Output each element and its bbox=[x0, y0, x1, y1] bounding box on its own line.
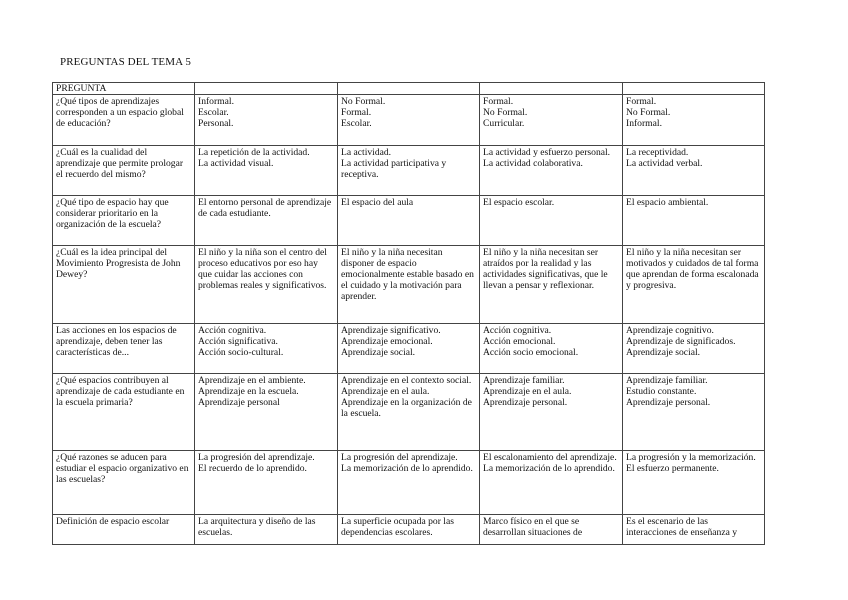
question-cell: ¿Qué tipo de espacio hay que considerar prioritario en la organización de la escuela? bbox=[53, 196, 195, 246]
answer-cell: Aprendizaje en el contexto social. Aprendizaje en el aula. Aprendizaje en la organización de la escuela. bbox=[338, 374, 480, 451]
header-cell bbox=[195, 83, 338, 95]
answer-cell: El espacio del aula bbox=[338, 196, 480, 246]
answer-cell: La actividad y esfuerzo personal. La actividad colaborativa. bbox=[480, 146, 623, 196]
header-cell bbox=[338, 83, 480, 95]
answer-cell: Aprendizaje familiar. Estudio constante. Aprendizaje personal. bbox=[623, 374, 765, 451]
answer-cell: No Formal. Formal. Escolar. bbox=[338, 95, 480, 146]
answer-cell: El entorno personal de aprendizaje de cada estudiante. bbox=[195, 196, 338, 246]
table-row bbox=[53, 196, 765, 246]
question-cell: Las acciones en los espacios de aprendizaje, deben tener las características de... bbox=[53, 324, 195, 374]
answer-cell: El niño y la niña necesitan ser atraídos por la realidad y las actividades significativas, que le llevan a pensar y reflexionar. bbox=[480, 246, 623, 324]
answer-cell: Aprendizaje significativo. Aprendizaje emocional. Aprendizaje social. bbox=[338, 324, 480, 374]
answer-cell: La repetición de la actividad. La actividad visual. bbox=[195, 146, 338, 196]
document-title: PREGUNTAS DEL TEMA 5 bbox=[60, 56, 191, 68]
answer-cell: La actividad. La actividad participativa y receptiva. bbox=[338, 146, 480, 196]
header-cell bbox=[623, 83, 765, 95]
table-row bbox=[53, 246, 765, 324]
questions-table bbox=[52, 82, 765, 545]
answer-cell: La arquitectura y diseño de las escuelas. bbox=[195, 515, 338, 545]
question-cell: ¿Cuál es la cualidad del aprendizaje que permite prologar el recuerdo del mismo? bbox=[53, 146, 195, 196]
answer-cell: Es el escenario de las interacciones de enseñanza y bbox=[623, 515, 765, 545]
answer-cell: La progresión del aprendizaje. El recuerdo de lo aprendido. bbox=[195, 451, 338, 515]
table-row bbox=[53, 324, 765, 374]
answer-cell: Marco físico en el que se desarrollan situaciones de bbox=[480, 515, 623, 545]
answer-cell: Acción cognitiva. Acción emocional. Acción socio emocional. bbox=[480, 324, 623, 374]
table-header-row bbox=[53, 83, 765, 95]
answer-cell: Acción cognitiva. Acción significativa. Acción socio-cultural. bbox=[195, 324, 338, 374]
answer-cell: El niño y la niña necesitan ser motivados y cuidados de tal forma que aprendan de forma escalonada y progresiva. bbox=[623, 246, 765, 324]
answer-cell: El espacio ambiental. bbox=[623, 196, 765, 246]
answer-cell: La superficie ocupada por las dependencias escolares. bbox=[338, 515, 480, 545]
answer-cell: El escalonamiento del aprendizaje. La memorización de lo aprendido. bbox=[480, 451, 623, 515]
answer-cell: Aprendizaje en el ambiente. Aprendizaje en la escuela. Aprendizaje personal bbox=[195, 374, 338, 451]
answer-cell: Informal. Escolar. Personal. bbox=[195, 95, 338, 146]
answer-cell: La receptividad. La actividad verbal. bbox=[623, 146, 765, 196]
answer-cell: El espacio escolar. bbox=[480, 196, 623, 246]
question-cell: Definición de espacio escolar bbox=[53, 515, 195, 545]
header-cell-pregunta: PREGUNTA bbox=[53, 83, 195, 95]
answer-cell: La progresión del aprendizaje. La memorización de lo aprendido. bbox=[338, 451, 480, 515]
answer-cell: Formal. No Formal. Curricular. bbox=[480, 95, 623, 146]
table-row bbox=[53, 515, 765, 545]
answer-cell: Aprendizaje familiar. Aprendizaje en el aula. Aprendizaje personal. bbox=[480, 374, 623, 451]
table-row bbox=[53, 451, 765, 515]
question-cell: ¿Qué espacios contribuyen al aprendizaje de cada estudiante en la escuela primaria? bbox=[53, 374, 195, 451]
answer-cell: La progresión y la memorización. El esfuerzo permanente. bbox=[623, 451, 765, 515]
answer-cell: El niño y la niña necesitan disponer de espacio emocionalmente estable basado en el cuidado y la motivación para aprender. bbox=[338, 246, 480, 324]
answer-cell: Aprendizaje cognitivo. Aprendizaje de significados. Aprendizaje social. bbox=[623, 324, 765, 374]
answer-cell: El niño y la niña son el centro del proceso educativos por eso hay que cuidar las acciones con problemas reales y significativos. bbox=[195, 246, 338, 324]
header-cell bbox=[480, 83, 623, 95]
table-row bbox=[53, 146, 765, 196]
table-row bbox=[53, 374, 765, 451]
question-cell: ¿Cuál es la idea principal del Movimiento Progresista de John Dewey? bbox=[53, 246, 195, 324]
answer-cell: Formal. No Formal. Informal. bbox=[623, 95, 765, 146]
question-cell: ¿Qué razones se aducen para estudiar el espacio organizativo en las escuelas? bbox=[53, 451, 195, 515]
table-row bbox=[53, 95, 765, 146]
question-cell: ¿Qué tipos de aprendizajes corresponden a un espacio global de educación? bbox=[53, 95, 195, 146]
